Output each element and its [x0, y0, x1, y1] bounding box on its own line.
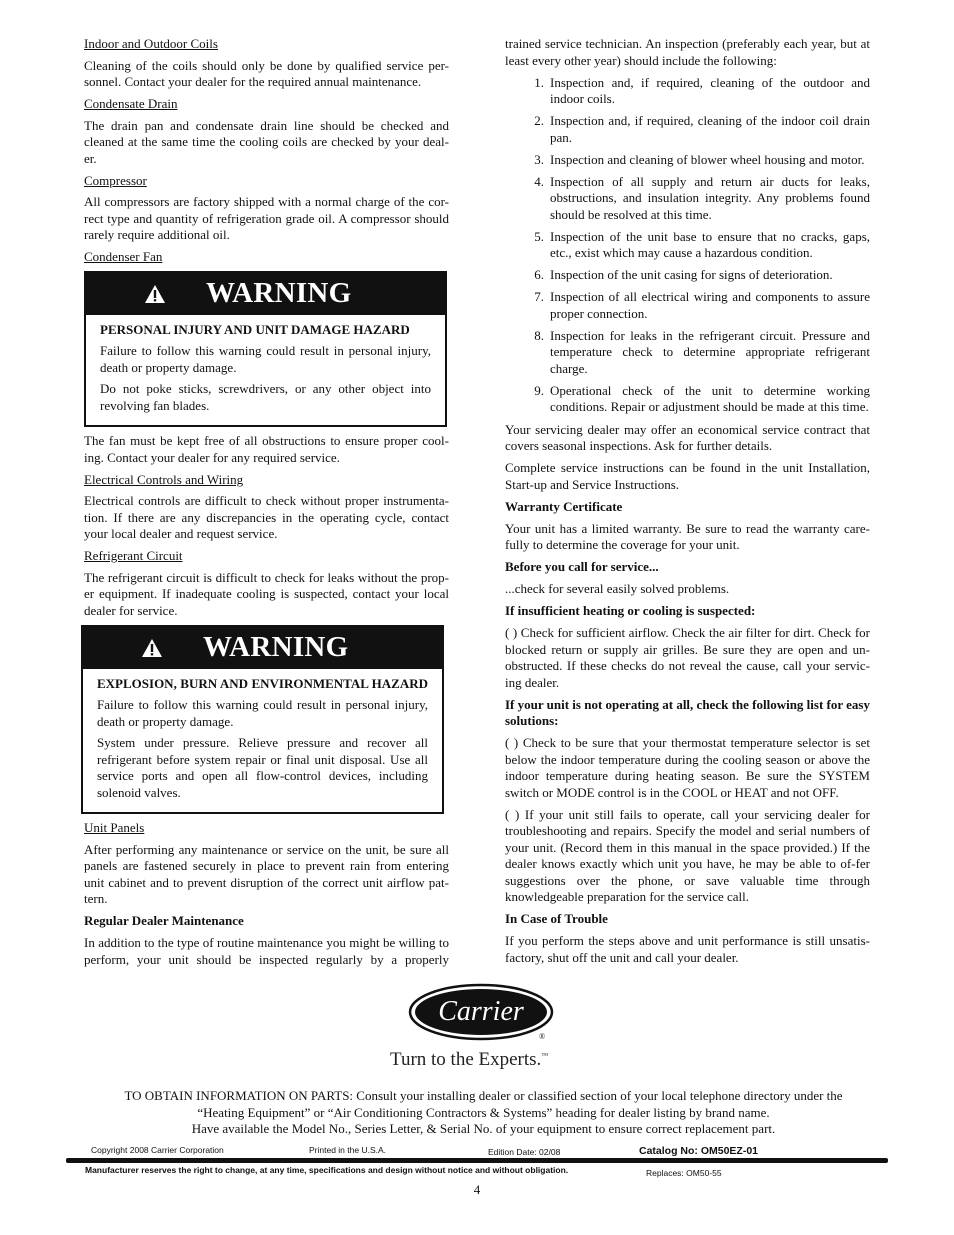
warning-box-refrigerant [81, 625, 444, 815]
warning-title: WARNING [203, 631, 349, 664]
section-heading-compressor: Compressor [84, 172, 147, 188]
warning-text: Failure to follow this warning could result in personal injury, death or property damage. [100, 343, 431, 375]
warning-box-fan [84, 271, 447, 428]
section-heading-before-service: Before you call for service... [505, 559, 659, 574]
page-number: 4 [473, 1182, 481, 1197]
warning-header [83, 627, 442, 669]
list-item: 7. Inspection of all electrical wiring and components to assure proper connection. [534, 289, 870, 321]
warning-text: Failure to follow this warning could result in personal injury, death or property damage. [97, 697, 428, 729]
list-item: 8. Inspection for leaks in the refrigerant circuit. Pressure and temperature check to determine appropriate refrigerant charge. [534, 327, 870, 376]
list-item: 3. Inspection and cleaning of blower wheel housing and motor. [534, 151, 865, 167]
paragraph-drain: The drain pan and condensate drain line should be checked and cleaned at the same time the cooling coils are checked by your deal-er. [84, 117, 449, 166]
paragraph-trouble: If you perform the steps above and unit performance is still unsatis-factory, shut off the unit and call your dealer. [505, 933, 870, 965]
printed-text: Printed in the U.S.A. [309, 1145, 387, 1155]
right-column [505, 36, 870, 972]
paragraph-before-service: ...check for several easily solved problems. [505, 581, 730, 596]
section-heading-not-operating: If your unit is not operating at all, check the following list for easy solutions: [505, 696, 870, 728]
warning-text: Do not poke sticks, screwdrivers, or any other object into revolving fan blades. [100, 381, 431, 413]
tagline: Turn to the Experts.™ [390, 1049, 549, 1070]
section-heading-fan: Condenser Fan [84, 249, 163, 264]
section-heading-coils: Indoor and Outdoor Coils [84, 36, 218, 51]
section-heading-panels: Unit Panels [84, 820, 145, 835]
list-item: 6. Inspection of the unit casing for signs of deterioration. [534, 267, 833, 282]
section-heading-refrigerant: Refrigerant Circuit [84, 548, 183, 563]
list-item: 9. Operational check of the unit to determine working conditions. Repair or adjustment should be made at this time. [534, 382, 870, 414]
logo-text: Carrier [438, 996, 524, 1027]
paragraph-regular-maintenance: In addition to the type of routine maintenance you might be willing to perform, your unit should be inspected regularly by a properly [84, 935, 449, 967]
manufacturer-disclaimer: Manufacturer reserves the right to change, at any time, specifications and design without notice and without obligation. [85, 1165, 569, 1175]
section-heading-insufficient: If insufficient heating or cooling is suspected: [505, 603, 756, 618]
inspection-list [505, 75, 870, 416]
paragraph-insufficient: ( ) Check for sufficient airflow. Check the air filter for dirt. Check for blocked return or supply air grilles. Be sure they are open and un-obstructed. If these checks do not reveal the cause, call your servic-ing dealer. [505, 625, 870, 690]
warning-hazard-title: PERSONAL INJURY AND UNIT DAMAGE HAZARD [100, 321, 410, 337]
warning-triangle-icon [141, 638, 163, 658]
paragraph-refrigerant: The refrigerant circuit is difficult to check for leaks without the prop-er equipment. If inadequate cooling is suspected, contact your local dealer for service. [84, 569, 449, 618]
list-item: 4. Inspection of all supply and return air ducts for leaks, obstructions, and insulation integrity. Any problems found should be resolved at this time. [534, 173, 870, 222]
paragraph-warranty: Your unit has a limited warranty. Be sure to read the warranty care-fully to determine the coverage for your unit. [505, 520, 870, 552]
list-item: 2. Inspection and, if required, cleaning of the indoor coil drain pan. [534, 113, 870, 145]
section-heading-trouble: In Case of Trouble [505, 911, 608, 926]
section-heading-warranty: Warranty Certificate [505, 498, 623, 514]
copyright-text: Copyright 2008 Carrier Corporation [91, 1145, 224, 1155]
paragraph-compressor: All compressors are factory shipped with a normal charge of the cor-rect type and quantity of refrigeration grade oil. A compressor should rarely require additional oil. [84, 194, 449, 242]
section-heading-drain: Condensate Drain [84, 96, 178, 111]
carrier-logo [408, 983, 554, 1041]
warning-hazard-title: EXPLOSION, BURN AND ENVIRONMENTAL HAZARD [97, 675, 428, 691]
parts-information: TO OBTAIN INFORMATION ON PARTS: Consult your installing dealer or classified section of your local telephone directory under the “Heating Equipment” or “Air Conditioning Contractors & Systems” heading for dealer listing by brand name. Have available the Model No., Series Letter, & Serial No. of your equipment to ensure correct replacement part. [124, 1088, 843, 1136]
section-heading-electrical: Electrical Controls and Wiring [84, 471, 244, 487]
paragraph-service-contract: Your servicing dealer may offer an economical service contract that covers seasonal inspections. Ask for further details. [505, 421, 870, 453]
paragraph-inspection-intro: trained service technician. An inspection (preferably each year, but at least every other year) should include the following: [505, 36, 870, 68]
warning-triangle-icon [144, 284, 166, 304]
paragraph-fan: The fan must be kept free of all obstructions to ensure proper cool-ing. Contact your dealer for any required service. [84, 433, 449, 465]
paragraph-electrical: Electrical controls are difficult to check without proper instrumenta-tion. If there are any discrepancies in the operating cycle, contact your local dealer and request service. [84, 493, 449, 541]
footer-rule [66, 1158, 888, 1163]
paragraph-coils: Cleaning of the coils should only be done by qualified service per-sonnel. Contact your dealer for the required annual maintenance. [84, 57, 449, 89]
edition-date: Edition Date: 02/08 [488, 1147, 561, 1157]
paragraph-thermostat: ( ) Check to be sure that your thermostat temperature selector is set below the indoor temperature during the cooling season or above the indoor temperature during heating season. Be sure the SYSTEM switch or MODE control is in the COOL or HEAT and not OFF. [505, 735, 870, 800]
registered-mark: ® [539, 1032, 546, 1041]
warning-text: System under pressure. Relieve pressure and recover all refrigerant before system repair or final unit disposal. Use all service ports and open all flow-control devices, including solenoid valves. [97, 735, 428, 800]
left-column [84, 36, 449, 974]
warning-header [86, 273, 445, 315]
replaces-text: Replaces: OM50-55 [646, 1168, 722, 1178]
paragraph-still-fails: ( ) If your unit still fails to operate, call your servicing dealer for troubleshooting and repairs. Specify the model and serial numbers of your unit. (Record them in this manual in the space provided.) If the dealer knows exactly which unit you have, he may be able to of-fer suggestions over the phone, or save valuable time through knowledgeable preparation for the service call. [505, 806, 870, 904]
paragraph-panels: After performing any maintenance or service on the unit, be sure all panels are fastened securely in place to prevent rain from entering unit cabinet and to prevent disruption of the correct unit airflow pat-tern. [84, 841, 449, 906]
section-heading-regular-maintenance: Regular Dealer Maintenance [84, 913, 244, 928]
paragraph-service-instructions: Complete service instructions can be found in the unit Installation, Start-up and Service Instructions. [505, 460, 870, 492]
list-item: 1. Inspection and, if required, cleaning of the outdoor and indoor coils. [534, 74, 870, 106]
list-item: 5. Inspection of the unit base to ensure that no cracks, gaps, etc., exist which may cause a hazardous condition. [534, 228, 870, 260]
catalog-number: Catalog No: OM50EZ-01 [639, 1145, 759, 1157]
warning-title: WARNING [206, 277, 352, 310]
